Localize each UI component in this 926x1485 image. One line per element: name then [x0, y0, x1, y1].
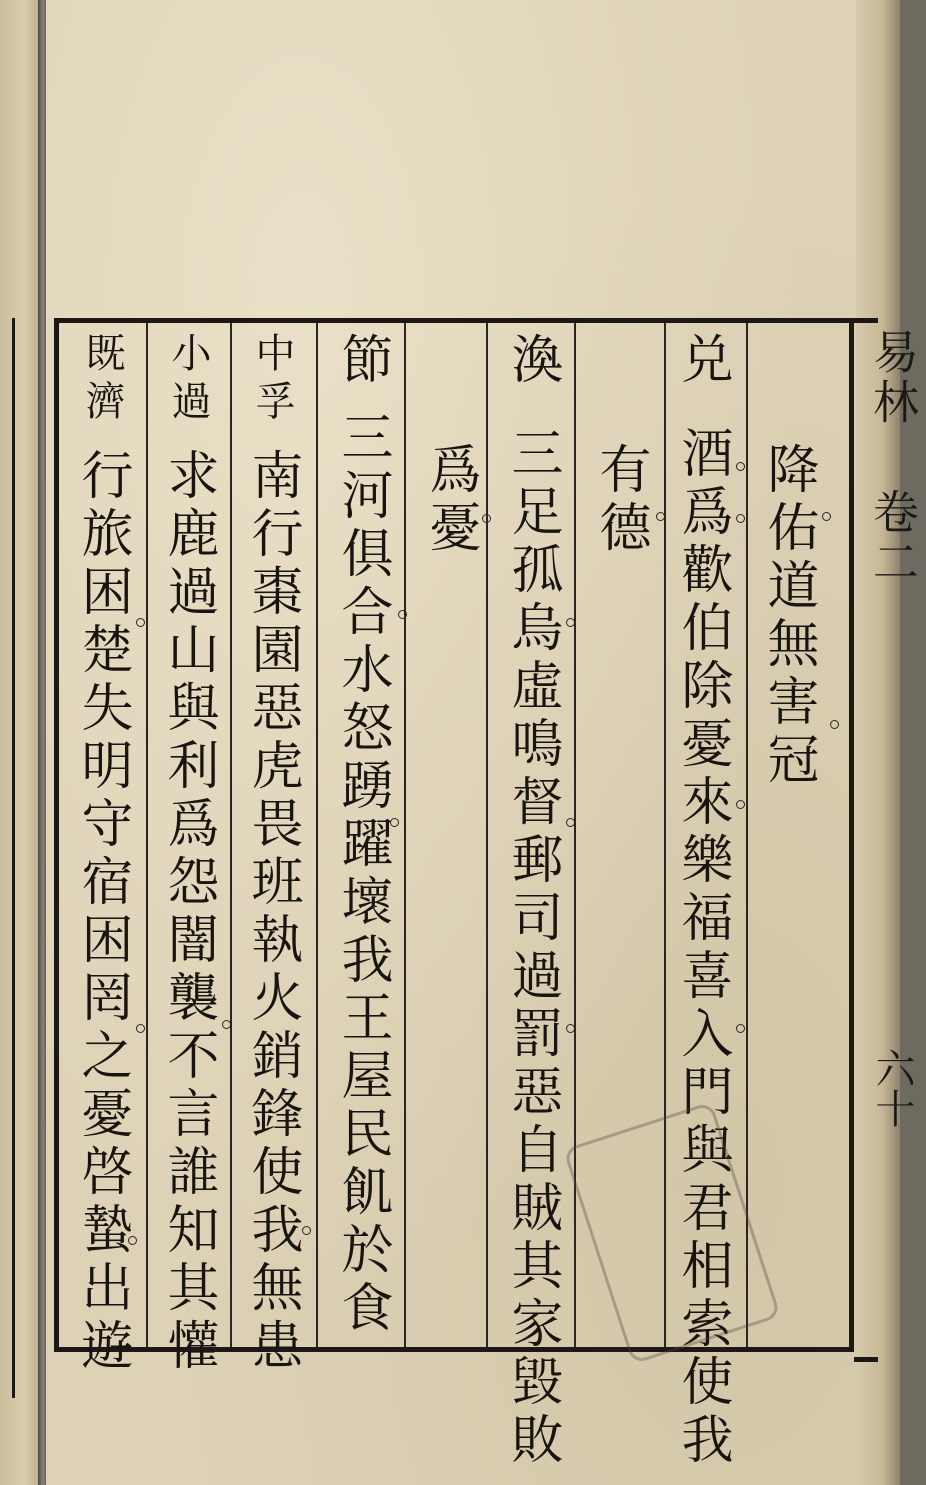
- punctuation-mark: [736, 514, 745, 523]
- hexagram-heading: 兑: [672, 332, 732, 390]
- hexagram-heading: 中孚: [249, 332, 295, 428]
- punctuation-mark: [136, 618, 145, 627]
- punctuation-mark: [566, 818, 575, 827]
- punctuation-mark: [656, 512, 665, 521]
- punctuation-mark: [136, 1024, 145, 1033]
- column-rule: [574, 323, 576, 1347]
- column-rule: [404, 323, 406, 1347]
- text-column-1: [758, 332, 818, 1342]
- previous-page-frame-rule: [0, 318, 15, 1398]
- punctuation-mark: [128, 1236, 137, 1245]
- column-rule: [746, 323, 748, 1347]
- hexagram-heading: 既濟: [79, 332, 125, 428]
- punctuation-mark: [222, 1020, 231, 1029]
- punctuation-mark: [482, 514, 491, 523]
- punctuation-mark: [566, 618, 575, 627]
- book-title-text: 易林: [866, 328, 920, 428]
- punctuation-mark: [566, 1024, 575, 1033]
- volume-label: 卷二: [866, 488, 920, 588]
- text-column-8: [158, 332, 218, 1376]
- column-text: 求鹿過山與利爲怨闇襲不言誰知其懽: [158, 448, 218, 1376]
- column-rule: [230, 323, 232, 1347]
- column-rule: [486, 323, 488, 1347]
- column-text: 三足孤烏虛鳴督郵司過罰惡自賊其家毀敗: [502, 426, 562, 1470]
- book-page: [46, 0, 920, 1485]
- text-column-5: [420, 332, 480, 1342]
- punctuation-mark: [398, 610, 407, 619]
- hexagram-heading: 渙: [502, 332, 562, 390]
- folio-number: 六十: [869, 1048, 915, 1128]
- column-rule: [146, 323, 148, 1347]
- column-text: 酒爲歡伯除憂來樂福喜入門與君相索使我: [672, 426, 732, 1470]
- column-text: 三河俱合水怒踴躍壞我王屋民飢於食: [332, 410, 392, 1338]
- punctuation-mark: [736, 800, 745, 809]
- text-column-7: [242, 332, 302, 1376]
- hexagram-heading: 節: [332, 332, 392, 390]
- text-column-9: [72, 332, 132, 1376]
- column-rule: [316, 323, 318, 1347]
- column-text: 南行棗園惡虎畏班執火銷鋒使我無患: [242, 448, 302, 1376]
- column-text: 有德: [590, 442, 650, 558]
- punctuation-mark: [302, 1226, 311, 1235]
- punctuation-mark: [736, 1024, 745, 1033]
- hexagram-heading: 小過: [165, 332, 211, 428]
- column-text: 行旅困楚失明守宿困罔之憂啓蟄出遊: [72, 448, 132, 1376]
- punctuation-mark: [736, 462, 745, 471]
- punctuation-mark: [390, 818, 399, 827]
- text-column-4: [502, 332, 562, 1470]
- column-text: 爲憂: [420, 442, 480, 558]
- text-column-6: [332, 332, 392, 1342]
- punctuation-mark: [830, 720, 839, 729]
- book-title: [860, 328, 926, 588]
- column-text: 降佑道無害冠: [758, 442, 818, 790]
- punctuation-mark: [822, 512, 831, 521]
